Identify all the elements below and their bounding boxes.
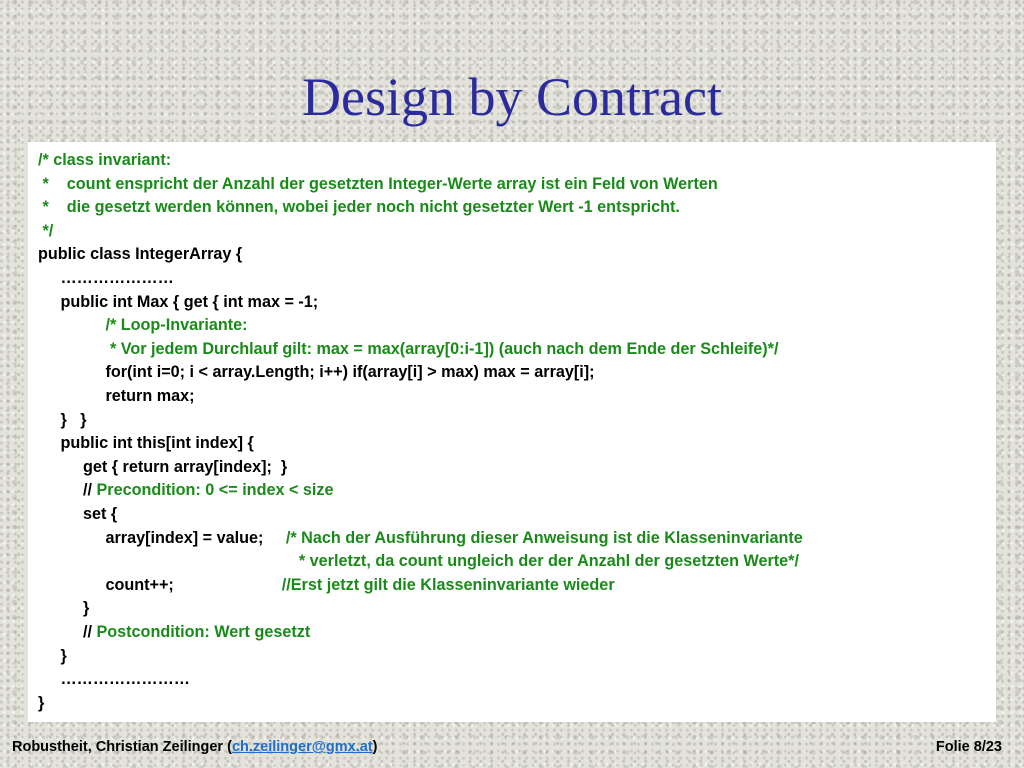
code-line: [38, 385, 195, 408]
code-comment: /* class invariant:: [38, 151, 172, 169]
code-line: [38, 196, 680, 219]
code-line: [38, 267, 174, 290]
code-text: }: [38, 646, 67, 665]
code-line: [38, 149, 171, 172]
code-line: [38, 645, 67, 668]
code-comment: * die gesetzt werden können, wobei jeder noch nicht gesetzter Wert -1 entspricht.: [38, 198, 680, 217]
code-line: [38, 479, 334, 502]
code-text: //: [38, 481, 97, 500]
code-line: [38, 550, 799, 573]
code-text: …………………: [38, 269, 174, 287]
code-comment: * Vor jedem Durchlauf gilt: max = max(array[0:i-1]) (auch nach dem Ende der Schleife)*/: [38, 339, 779, 358]
email-link[interactable]: ch.zeilinger@gmx.at: [231, 739, 373, 755]
code-text: array[index] = value;: [38, 528, 286, 547]
code-line: [38, 361, 595, 384]
footer-author-prefix: Robustheit, Christian Zeilinger (: [12, 739, 232, 755]
code-comment: * verletzt, da count ungleich der der Anzahl der gesetzten Werte*/: [38, 552, 799, 571]
slide-number: Folie 8/23: [935, 739, 1002, 755]
code-line: [38, 314, 248, 337]
code-line: [38, 220, 53, 243]
code-line: [38, 243, 242, 266]
code-comment: Precondition: 0 <= index < size: [96, 481, 334, 500]
code-line: [38, 173, 718, 196]
footer-author-suffix: ): [372, 739, 378, 755]
code-text: set {: [38, 505, 118, 523]
code-text: public int this[int index] {: [38, 434, 254, 453]
footer-author: [12, 739, 377, 755]
code-text: ……………………: [38, 670, 190, 689]
code-line: [38, 621, 310, 644]
code-comment: */: [38, 221, 54, 240]
code-comment: /* Nach der Ausführung dieser Anweisung ist die Klasseninvariante: [285, 528, 803, 547]
code-line: [38, 456, 287, 479]
code-text: public class IntegerArray {: [38, 245, 243, 264]
code-text: //: [38, 623, 97, 641]
code-line: [38, 503, 117, 526]
code-line: [38, 338, 778, 361]
code-block: [28, 142, 996, 722]
code-comment: * count enspricht der Anzahl der gesetzten Integer-Werte array ist ein Feld von Werten: [38, 174, 718, 193]
code-text: } }: [38, 410, 87, 429]
code-text: }: [38, 599, 90, 618]
code-line: [38, 409, 87, 432]
code-comment: //Erst jetzt gilt die Klasseninvariante wieder: [281, 575, 615, 594]
code-line: [38, 574, 615, 597]
code-comment: /* Loop-Invariante:: [38, 316, 248, 335]
code-text: public int Max { get { int max = -1;: [38, 292, 319, 311]
code-text: }: [38, 693, 45, 712]
footer: [0, 730, 1024, 768]
code-text: get { return array[index]; }: [38, 457, 288, 476]
code-line: [38, 527, 803, 550]
code-comment: Postcondition: Wert gesetzt: [96, 623, 311, 641]
slide-title: Design by Contract: [302, 67, 722, 127]
code-line: [38, 692, 44, 715]
code-text: return max;: [38, 387, 195, 405]
code-text: count++;: [38, 575, 282, 594]
code-line: [38, 597, 89, 620]
code-line: [38, 668, 190, 691]
code-text: for(int i=0; i < array.Length; i++) if(array[i] > max) max = array[i];: [38, 363, 595, 382]
code-line: [38, 291, 318, 314]
code-line: [38, 432, 254, 455]
